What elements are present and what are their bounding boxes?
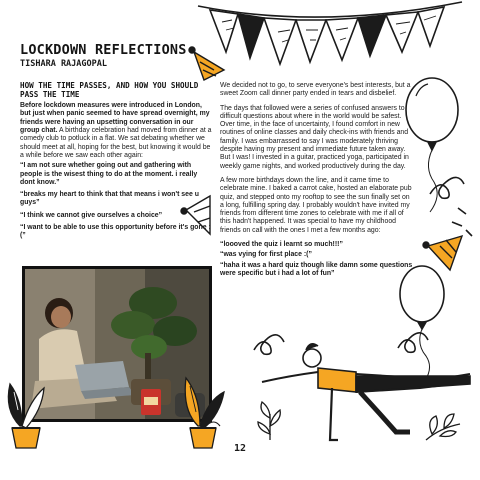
balloon-icon [400, 266, 444, 382]
author-name: TISHARA RAJAGOPAL [20, 59, 107, 69]
chat-quote: “I want to be able to use this opportunity before it's gone :(” [20, 224, 211, 240]
friend-quote: “haha it was a hard quiz though like damn some questions were specific but i had a lot of fun” [220, 261, 413, 277]
body-paragraph: We decided not to go, to serve everyone's best interests, but a sweet Zoom call dinner party ended in tears and disbelief. [220, 82, 411, 98]
intro-bold-text: Before lockdown measures were introduced in London, but just when panic seemed to have spread overnight, my friends were having an upsetting conversation in our group chat. [20, 102, 210, 135]
chat-quote: “breaks my heart to think that that means i won't see u guys” [20, 191, 199, 207]
plant-pot-icon [0, 370, 60, 450]
right-column [220, 82, 414, 280]
leaf-sprig-icon [258, 402, 280, 440]
leaf-sprig-icon [426, 414, 460, 440]
confetti-icon [452, 208, 472, 236]
intro-paragraph [20, 102, 212, 160]
chat-quote: “I think we cannot give ourselves a choice” [20, 211, 163, 219]
yoga-figure-icon [262, 344, 470, 440]
body-paragraph: The days that followed were a series of confused answers to difficult questions about where in the world would be safest. Over time, in the face of uncertainty, I found comfort in new routines of online classes and daily check-ins with friends and family. I was embarrassed to say I was moderately thriving despite having my present and immediate future taken away. But I was! I invested in a guitar, practiced yoga, participated in weekly game nights, and worked productively during the day. [220, 104, 409, 170]
intro-rest-text: A birthday celebration had moved from dinner at a comedy club to potluck in a flat. We sat debating whether we should meet at all, hoping for the best, but knowing it would be a while before we saw each other again: [20, 127, 212, 159]
chat-quote: “I am not sure whether going out and gathering with people is the wisest thing to do at the moment. i really dont know.” [20, 162, 198, 186]
article-title: LOCKDOWN REFLECTIONS [20, 42, 187, 58]
party-hat-icon [423, 236, 462, 270]
page-number: 12 [234, 443, 247, 454]
left-column [20, 82, 212, 245]
plant-pot-icon [168, 370, 228, 450]
friend-quote: “was vying for first place :(” [220, 251, 312, 259]
section-subheading: HOW THE TIME PASSES, AND HOW YOU SHOULD PASS THE TIME [20, 81, 199, 99]
bunting-icon [198, 2, 462, 64]
party-hat-icon [189, 47, 224, 80]
body-paragraph: A few more birthdays down the line, and it came time to celebrate mine. I baked a carrot cake, hosted an elaborate pub quiz, and stepped onto my rooftop to see the sun finally set on a long, fulfilling spring day. I probably wouldn't have invited my friends from different time zones to celebrate with me if all of this hadn't happened. It was special to have my childhood friends on call with the ones I met a few months ago: [220, 176, 412, 234]
friend-quote: “loooved the quiz i learnt so much!!!” [220, 241, 343, 249]
